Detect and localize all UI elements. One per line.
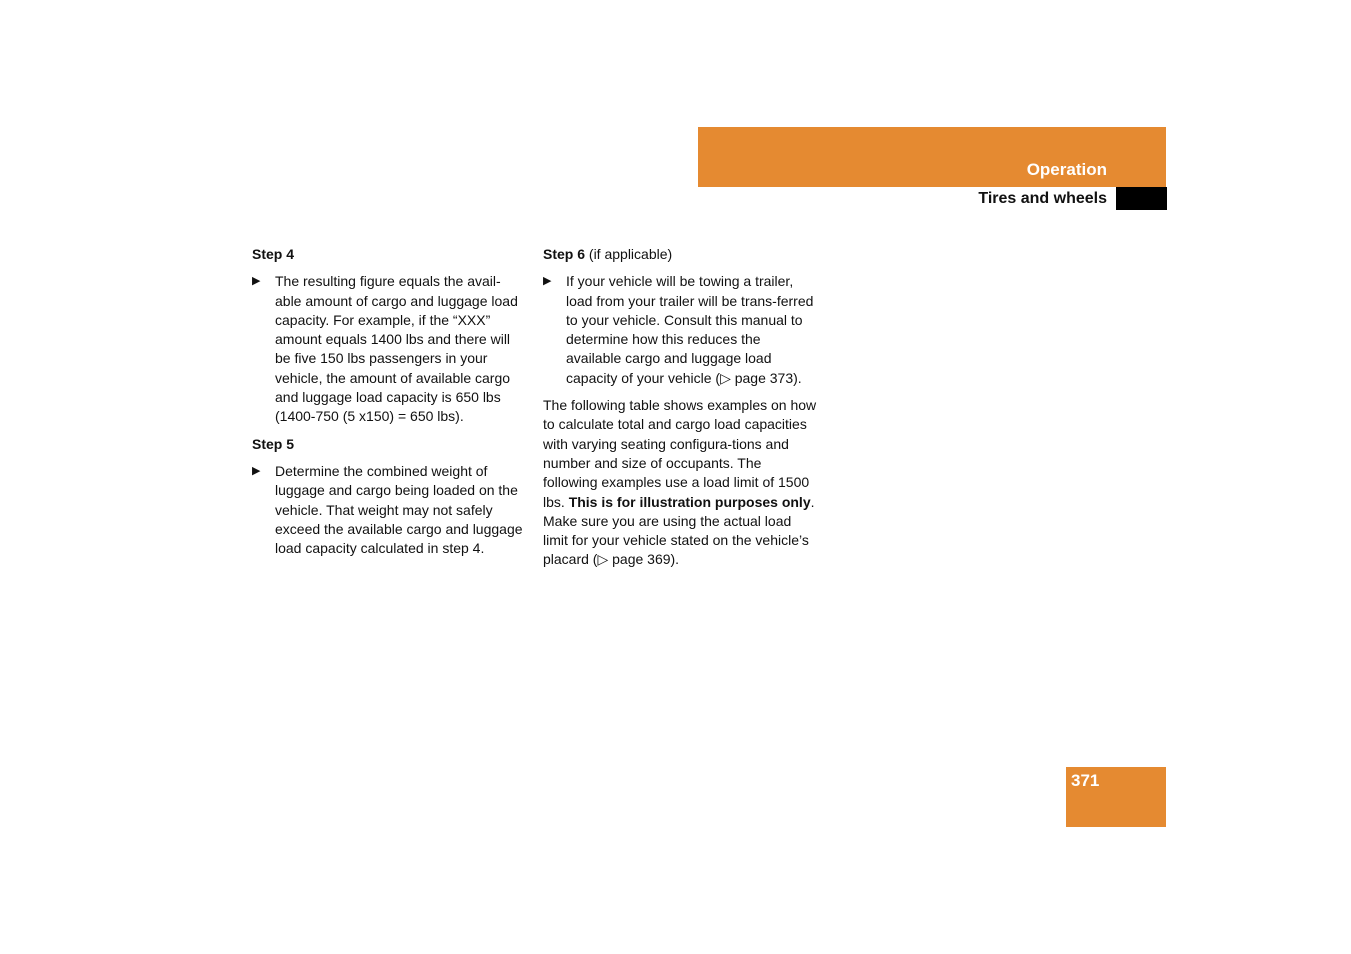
step-6-heading: Step 6 (if applicable): [543, 246, 673, 262]
bullet-arrow-icon: ▶: [252, 464, 261, 477]
bullet-arrow-icon: ▶: [252, 275, 261, 288]
table-intro-paragraph: The following table shows examples on how to calculate total and cargo load capacities with varying seating configura-tions and number and size of occupants. The following examples use a load limit of 1500 lbs. This is for illustration purposes only. Make sure you are using the actual load limit for your vehicle stated on the vehicle’s placard (▷ page 369).: [543, 397, 817, 568]
step-6-text: If your vehicle will be towing a trailer, load from your trailer will be trans-ferred to your vehicle. Consult this manual to determine how this reduces the available cargo and luggage load capacity of your vehicle (▷ page 373).: [566, 273, 814, 386]
section-header-bar: [698, 127, 1166, 187]
page-number-box: [1066, 767, 1166, 827]
left-column: [252, 245, 527, 566]
step-5-text: Determine the combined weight of luggage and cargo being loaded on the vehicle. That weight may not safely exceed the available cargo and luggage load capacity calculated in step 4.: [275, 462, 523, 557]
subsection-title: Tires and wheels: [978, 190, 1107, 207]
page-number: 371: [1071, 771, 1100, 790]
step-4-instruction: [252, 272, 527, 426]
illustration-emphasis: This is for illustration purposes only: [568, 493, 811, 510]
step-4-text: The resulting figure equals the avail-able amount of cargo and luggage load capacity. For example, if the “XXX” amount equals 1400 lbs and there will be five 150 lbs passengers in your vehicle, the amount of available cargo and luggage load capacity is 650 lbs (1400-750 (5 x150) = 650 lbs).: [275, 273, 518, 425]
step-5-instruction: [252, 462, 527, 558]
section-tab-marker: [1116, 187, 1167, 210]
step-6-note: (if applicable): [588, 246, 673, 262]
step-5-heading: Step 5: [252, 435, 295, 452]
bullet-arrow-icon: ▶: [543, 275, 552, 288]
section-title: Operation: [1026, 160, 1107, 179]
step-6-instruction: [543, 272, 818, 388]
step-4-heading: Step 4: [252, 246, 295, 262]
right-column: [543, 245, 818, 570]
